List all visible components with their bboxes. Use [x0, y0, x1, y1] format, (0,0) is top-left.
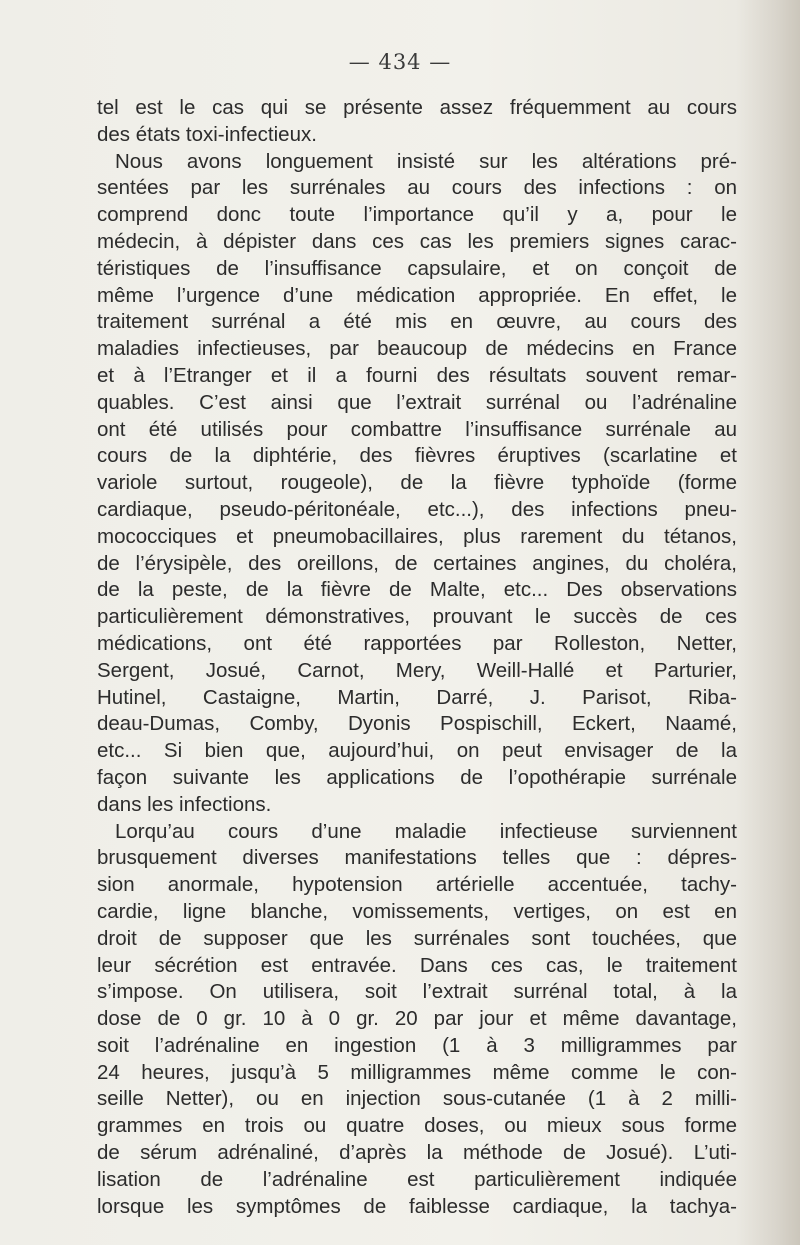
text-line: quables. C’est ainsi que l’extrait surrénal ou l’adrénaline: [97, 390, 737, 414]
text-line: de sérum adrénaliné, d’après la méthode de Josué). L’uti-: [97, 1141, 737, 1165]
text-line: téristiques de l’insuffisance capsulaire, et on conçoit de: [97, 256, 737, 280]
text-line: s’impose. On utilisera, soit l’extrait surrénal total, à la: [97, 980, 737, 1004]
text-line: lisation de l’adrénaline est particulièrement indiquée: [97, 1167, 737, 1191]
text-line: médecin, à dépister dans ces cas les premiers signes carac-: [97, 229, 737, 253]
page-number: — 434 —: [348, 50, 452, 74]
text-line: cours de la diphtérie, des fièvres éruptives (scarlatine et: [97, 444, 737, 468]
text-line: médications, ont été rapportées par Rolleston, Netter,: [97, 631, 737, 655]
text-line: cardiaque, pseudo-péritonéale, etc...), des infections pneu-: [97, 497, 737, 521]
text-line: tel est le cas qui se présente assez fréquemment au cours: [97, 96, 737, 119]
text-line: etc... Si bien que, aujourd’hui, on peut envisager de la: [97, 739, 737, 763]
text-line: de l’érysipèle, des oreillons, de certaines angines, du choléra,: [97, 551, 737, 575]
text-line: façon suivante les applications de l’opothérapie surrénale: [97, 765, 737, 789]
text-line: dose de 0 gr. 10 à 0 gr. 20 par jour et même davantage,: [97, 1007, 737, 1031]
text-line: variole surtout, rougeole), de la fièvre typhoïde (forme: [97, 471, 737, 495]
text-line: cardie, ligne blanche, vomissements, vertiges, on est en: [97, 899, 737, 923]
text-line: même l’urgence d’une médication appropriée. En effet, le: [97, 283, 737, 307]
text-line: 24 heures, jusqu’à 5 milligrammes même comme le con-: [97, 1060, 737, 1084]
text-line: droit de supposer que les surrénales sont touchées, que: [97, 926, 737, 950]
text-line: leur sécrétion est entravée. Dans ces cas, le traitement: [97, 953, 737, 977]
text-line: sentées par les surrénales au cours des infections : on: [97, 176, 737, 200]
text-line: deau-Dumas, Comby, Dyonis Pospischill, Eckert, Naamé,: [97, 712, 737, 736]
text-line: Nous avons longuement insisté sur les altérations pré-: [115, 149, 737, 173]
text-line: traitement surrénal a été mis en œuvre, au cours des: [97, 310, 737, 334]
body-text: [97, 95, 737, 1220]
text-line: comprend donc toute l’importance qu’il y a, pour le: [97, 203, 737, 227]
text-line: Sergent, Josué, Carnot, Mery, Weill-Hallé et Parturier,: [97, 658, 737, 682]
text-line: lorsque les symptômes de faiblesse cardiaque, la tachya-: [97, 1194, 737, 1218]
text-line: de la peste, de la fièvre de Malte, etc... Des observations: [97, 578, 737, 602]
text-line: ont été utilisés pour combattre l’insuffisance surrénale au: [97, 417, 737, 441]
text-line: seille Netter), ou en injection sous-cutanée (1 à 2 milli-: [97, 1087, 737, 1111]
text-line: et à l’Etranger et il a fourni des résultats souvent remar-: [97, 363, 737, 387]
text-line: mococciques et pneumobacillaires, plus rarement du tétanos,: [97, 524, 737, 548]
text-line: sion anormale, hypotension artérielle accentuée, tachy-: [97, 873, 737, 897]
text-line: particulièrement démonstratives, prouvant le succès de ces: [97, 605, 737, 629]
text-line: des états toxi-infectieux.: [97, 122, 317, 146]
text-line: brusquement diverses manifestations telles que : dépres-: [97, 846, 737, 870]
text-line: dans les infections.: [97, 792, 272, 816]
text-line: soit l’adrénaline en ingestion (1 à 3 milligrammes par: [97, 1033, 737, 1057]
text-line: Hutinel, Castaigne, Martin, Darré, J. Parisot, Riba-: [97, 685, 737, 709]
text-line: grammes en trois ou quatre doses, ou mieux sous forme: [97, 1114, 737, 1138]
text-line: maladies infectieuses, par beaucoup de médecins en France: [97, 337, 737, 361]
text-line: Lorqu’au cours d’une maladie infectieuse surviennent: [115, 819, 737, 843]
